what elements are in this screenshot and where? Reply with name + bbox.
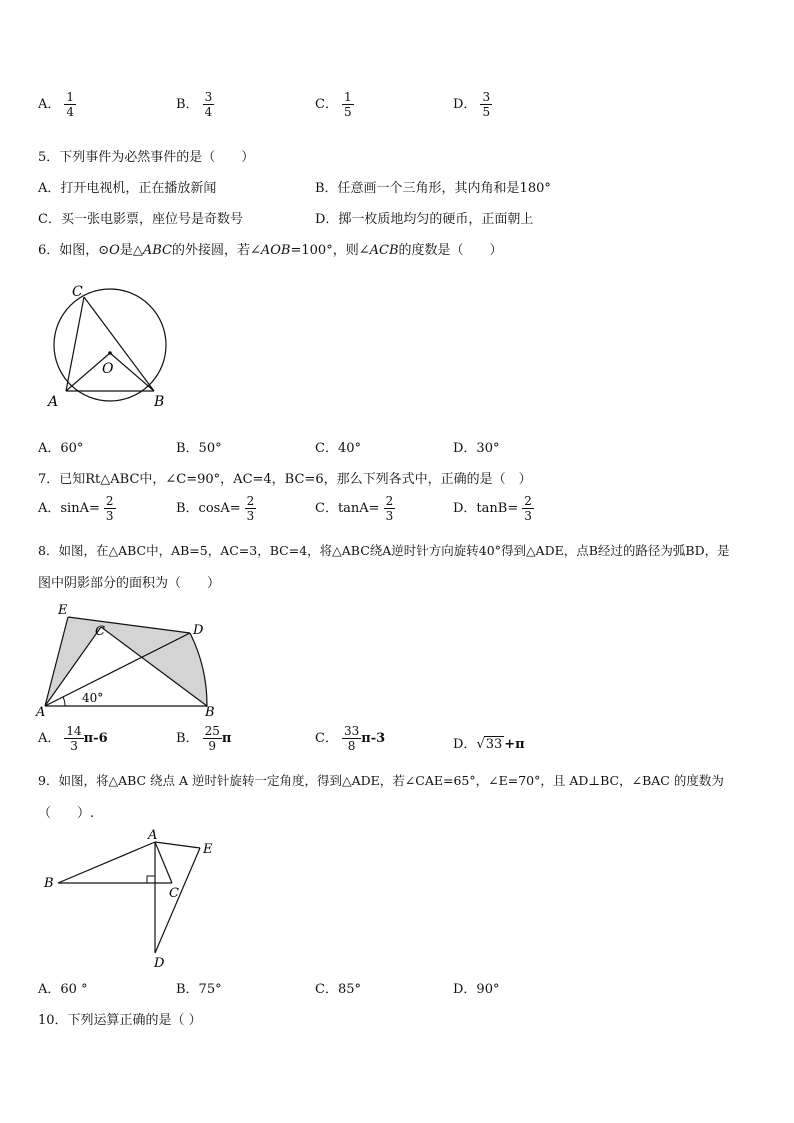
q8-option-a: A． $\frac{14}{3}$ π-6 (38, 724, 108, 753)
q8-rotation-figure (36, 600, 226, 725)
q7-option-b: B．cosA= $\frac{2}{3}$ (176, 494, 255, 523)
center-point (108, 351, 112, 355)
q5-stem: 5．下列事件为必然事件的是（ ） (38, 150, 255, 165)
q7-option-c: C．tanA= $\frac{2}{3}$ (315, 494, 394, 523)
q5-option-b: B．任意画一个三角形，其内角和是180° (315, 181, 551, 196)
q4-option-c (315, 90, 354, 119)
segment-ba (58, 842, 155, 883)
fraction: $\frac{1}{4}$ (66, 90, 75, 119)
q9-option-d: D．90° (453, 982, 500, 997)
fraction: $\frac{33}{8}$ (343, 724, 360, 753)
label-e: E (58, 603, 68, 618)
sqrt-sign: √ (476, 737, 485, 752)
q6-option-a: A．60° (38, 441, 84, 456)
q9-option-a: A．60 ° (38, 982, 88, 997)
label-b: B (205, 705, 215, 720)
q6-circle-figure (40, 280, 180, 415)
q5-option-a: A．打开电视机，正在播放新闻 (38, 181, 217, 196)
segment-ob (110, 353, 154, 391)
q5-option-c: C．买一张电影票，座位号是奇数号 (38, 212, 243, 227)
q10-stem: 10．下列运算正确的是（ ） (38, 1013, 202, 1028)
option-label: D． (453, 97, 477, 112)
fraction: $\frac{25}{9}$ (204, 724, 220, 753)
q9-stem-line1: 9．如图，将△ABC 绕点 A 逆时针旋转一定角度，得到△ADE，若∠CAE=65°，∠E=70°，且 AD⊥BC，∠BAC 的度数为 (38, 773, 724, 788)
label-a: A (148, 828, 158, 843)
q7-stem: 7．已知Rt△ABC中，∠C=90°，AC=4，BC=6，那么下列各式中，正确的是（ ） (38, 472, 532, 487)
label-d: D (193, 623, 204, 638)
segment-ac (66, 297, 84, 391)
q6-option-b: B．50° (176, 441, 222, 456)
label-d: D (154, 956, 165, 971)
label-o: O (102, 361, 114, 377)
q7-option-d: D．tanB= $\frac{2}{3}$ (453, 494, 532, 523)
label-b: B (154, 394, 165, 410)
fraction: $\frac{2}{3}$ (246, 494, 255, 523)
q4-option-a (38, 90, 76, 119)
option-label: C． (315, 97, 338, 112)
q6-stem: 6．如图，⊙O是△ABC的外接圆，若∠AOB=100°，则∠ACB的度数是（ ） (38, 243, 503, 258)
right-angle-mark (147, 876, 155, 883)
q9-option-b: B．75° (176, 982, 222, 997)
q4-option-b (176, 90, 214, 119)
q8-option-c: C． $\frac{33}{8}$ π-3 (315, 724, 386, 753)
label-b: B (44, 876, 54, 891)
label-c: C (169, 886, 179, 901)
q9-stem-line2: （ ）. (38, 806, 95, 821)
label-c: C (72, 284, 83, 300)
angle-arc (63, 697, 65, 706)
q8-stem-line1: 8．如图，在△ABC中，AB=5，AC=3，BC=4，将△ABC绕A逆时针方向旋转40°得到△ADE，点B经过的路径为弧BD，是 (38, 543, 730, 558)
fraction: $\frac{2}{3}$ (105, 494, 114, 523)
q9-option-c: C．85° (315, 982, 361, 997)
fraction: $\frac{2}{3}$ (524, 494, 532, 523)
segment-bc (84, 297, 154, 391)
q5-option-d: D．掷一枚质地均匀的硬币，正面朝上 (315, 212, 534, 227)
fraction: $\frac{3}{4}$ (204, 90, 213, 119)
fraction: $\frac{14}{3}$ (66, 724, 82, 753)
q9-rotation-figure (40, 826, 225, 971)
q6-option-c: C．40° (315, 441, 361, 456)
label-c: C (95, 624, 105, 639)
label-a: A (48, 394, 59, 410)
q8-option-b: B． $\frac{25}{9}$ π (176, 724, 232, 753)
q8-option-d: D．√33 +π (453, 737, 525, 752)
fraction: $\frac{2}{3}$ (385, 494, 394, 523)
angle-label: 40° (82, 691, 104, 705)
label-a: A (36, 705, 46, 720)
q6-option-d: D．30° (453, 441, 500, 456)
option-label: A． (38, 97, 61, 112)
label-e: E (203, 842, 213, 857)
fraction: $\frac{3}{5}$ (482, 90, 491, 119)
q8-stem-line2: 图中阴影部分的面积为（ ） (38, 576, 221, 591)
q4-option-d (453, 90, 492, 119)
option-label: B． (176, 97, 199, 112)
fraction: $\frac{1}{5}$ (343, 90, 352, 119)
segment-ae (155, 842, 200, 848)
segment-ac (155, 842, 172, 883)
q7-option-a: A．sinA= $\frac{2}{3}$ (38, 494, 114, 523)
